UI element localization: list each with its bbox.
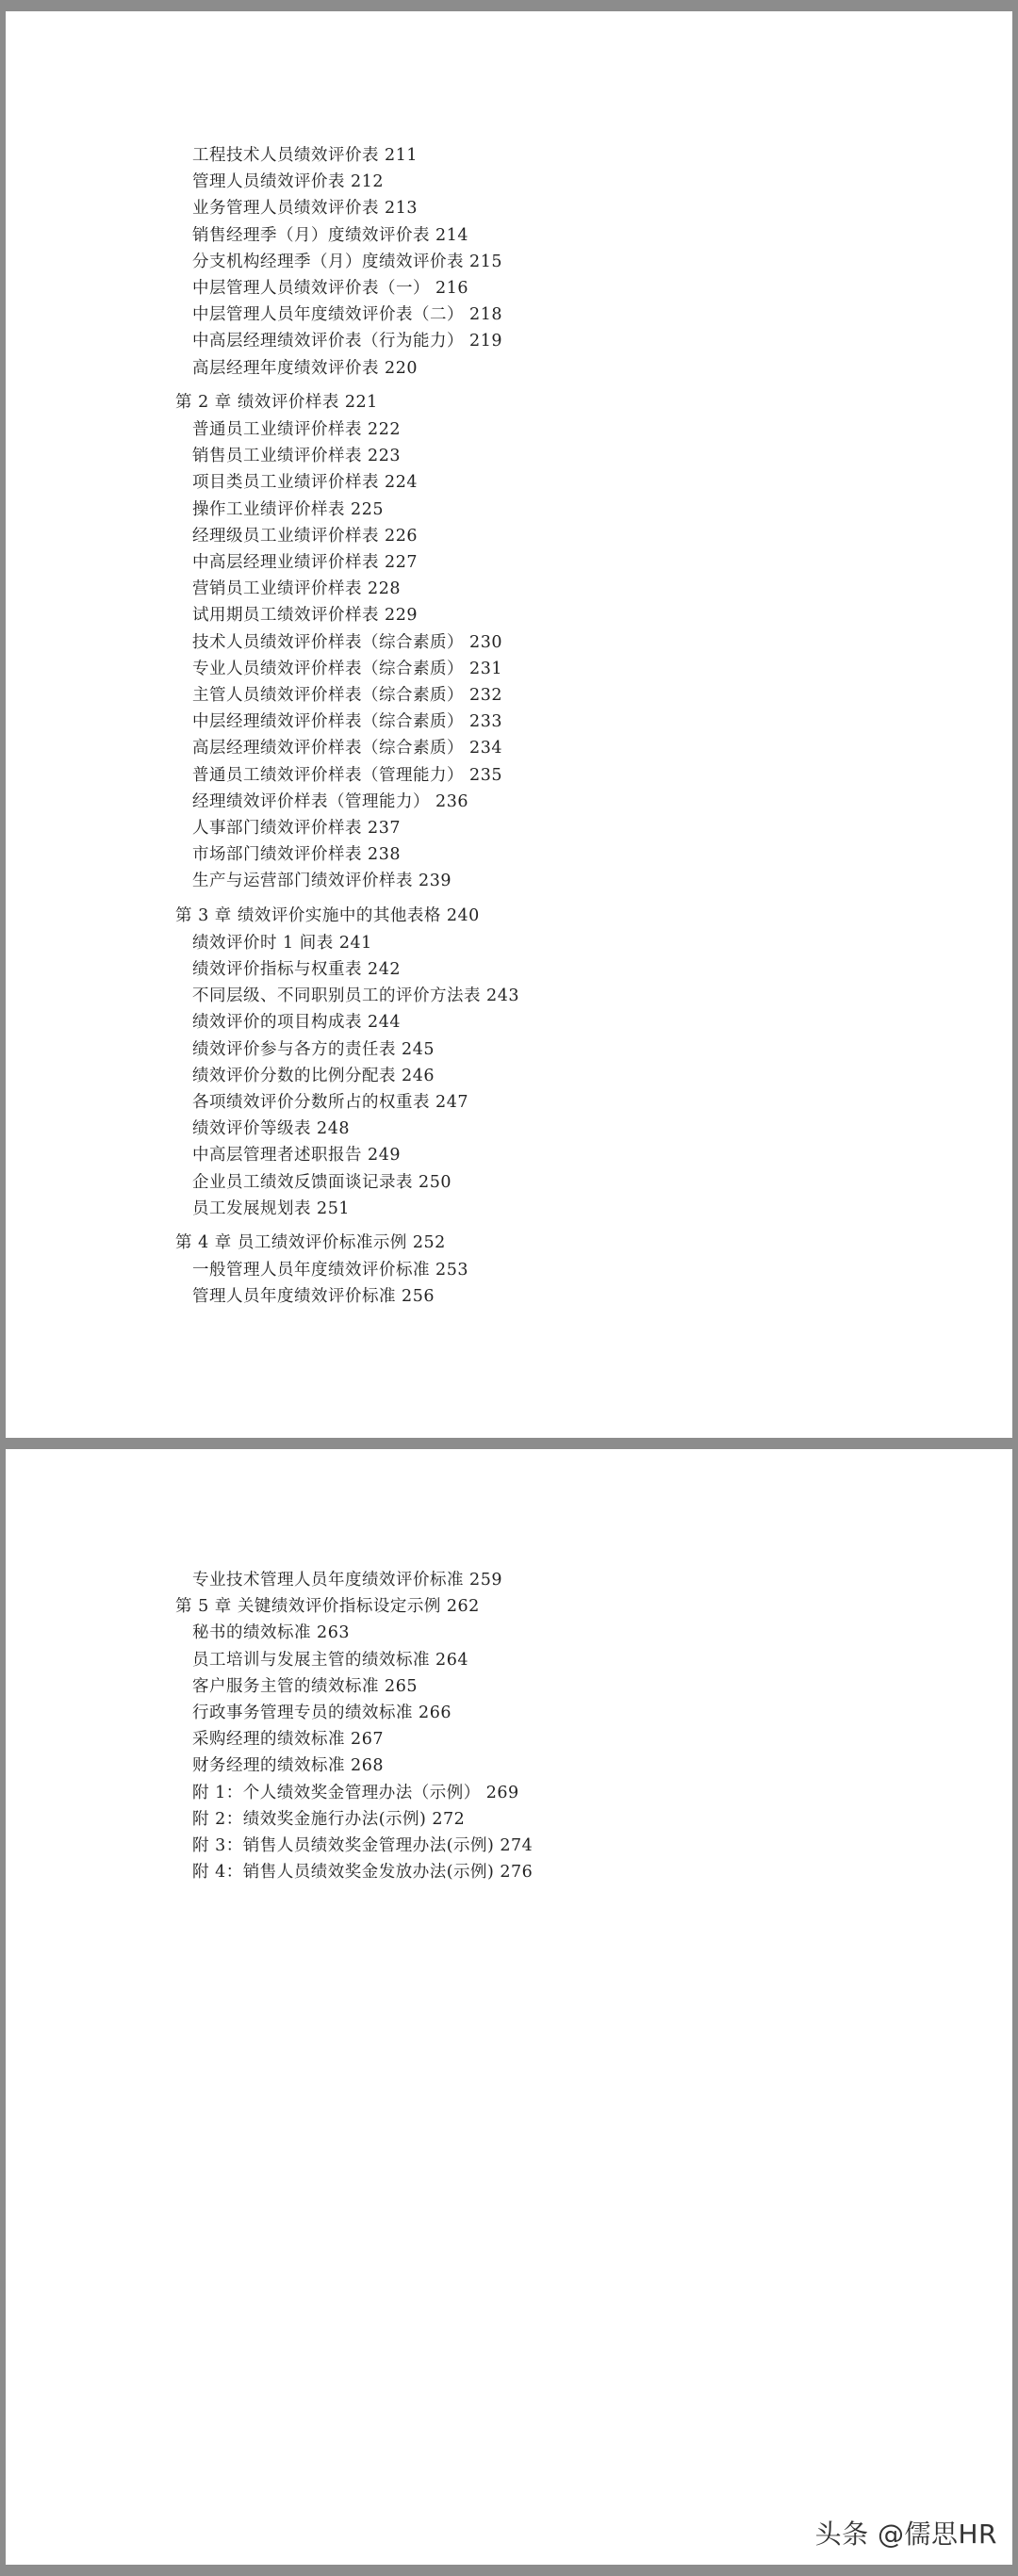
toc-entry: 专业人员绩效评价样表（综合素质） 231 [192,660,502,678]
toc-entry: 绩效评价的项目构成表 244 [192,1013,401,1032]
toc-chapter-heading: 第 3 章 绩效评价实施中的其他表格 240 [175,906,480,925]
toc-entry: 经理绩效评价样表（管理能力） 236 [192,792,468,811]
toc-entry: 采购经理的绩效标准 267 [192,1730,384,1749]
toc-entry: 业务管理人员绩效评价表 213 [192,199,418,218]
toc-entry: 中高层经理业绩评价样表 227 [192,553,418,572]
toc-entry: 绩效评价时 1 间表 241 [192,934,372,953]
toc-chapter-heading: 第 5 章 关键绩效评价指标设定示例 262 [175,1597,480,1616]
toc-entry: 财务经理的绩效标准 268 [192,1756,384,1775]
toc-entry: 绩效评价等级表 248 [192,1119,350,1138]
toc-chapter-heading: 第 2 章 绩效评价样表 221 [175,393,378,412]
toc-entry: 管理人员绩效评价表 212 [192,172,384,191]
toc-entry: 中层管理人员年度绩效评价表（二） 218 [192,305,502,324]
toc-entry: 附 2：绩效奖金施行办法(示例) 272 [192,1810,466,1829]
toc-entry: 分支机构经理季（月）度绩效评价表 215 [192,253,502,271]
toc-entry: 绩效评价指标与权重表 242 [192,960,401,979]
toc-entry: 工程技术人员绩效评价表 211 [192,146,418,165]
toc-entry: 附 1：个人绩效奖金管理办法（示例） 269 [192,1784,519,1802]
toc-entry: 销售员工业绩评价样表 223 [192,447,401,465]
document-page-2 [6,1449,1012,2565]
toc-entry: 经理级员工业绩评价样表 226 [192,527,418,546]
toc-entry: 员工发展规划表 251 [192,1199,350,1218]
toc-entry: 项目类员工业绩评价样表 224 [192,473,418,492]
toc-entry: 绩效评价参与各方的责任表 245 [192,1040,435,1059]
toc-entry: 不同层级、不同职别员工的评价方法表 243 [192,986,519,1005]
toc-entry: 高层经理年度绩效评价表 220 [192,359,418,378]
toc-entry: 技术人员绩效评价样表（综合素质） 230 [192,633,502,652]
toc-entry: 人事部门绩效评价样表 237 [192,819,401,838]
toc-entry: 主管人员绩效评价样表（综合素质） 232 [192,686,502,705]
toc-entry: 客户服务主管的绩效标准 265 [192,1677,418,1696]
toc-entry: 生产与运营部门绩效评价样表 239 [192,872,452,890]
toc-entry: 附 3：销售人员绩效奖金管理办法(示例) 274 [192,1836,534,1855]
document-page-1 [6,11,1012,1438]
toc-chapter-heading: 第 4 章 员工绩效评价标准示例 252 [175,1233,446,1252]
toc-entry: 绩效评价分数的比例分配表 246 [192,1067,435,1085]
toc-entry: 员工培训与发展主管的绩效标准 264 [192,1651,468,1670]
toc-entry: 企业员工绩效反馈面谈记录表 250 [192,1173,452,1192]
watermark: 头条 @儒思HR [814,2519,997,2550]
toc-entry: 专业技术管理人员年度绩效评价标准 259 [192,1571,502,1590]
toc-entry: 销售经理季（月）度绩效评价表 214 [192,226,468,245]
toc-entry: 中高层经理绩效评价表（行为能力） 219 [192,332,502,351]
toc-entry: 行政事务管理专员的绩效标准 266 [192,1704,452,1722]
toc-entry: 操作工业绩评价样表 225 [192,500,384,519]
toc-entry: 普通员工业绩评价样表 222 [192,420,401,439]
toc-entry: 各项绩效评价分数所占的权重表 247 [192,1093,468,1112]
toc-entry: 中高层管理者述职报告 249 [192,1146,401,1165]
toc-entry: 试用期员工绩效评价样表 229 [192,606,418,625]
toc-entry: 中层经理绩效评价样表（综合素质） 233 [192,712,502,731]
toc-entry: 高层经理绩效评价样表（综合素质） 234 [192,739,502,758]
toc-entry: 中层管理人员绩效评价表（一） 216 [192,279,468,298]
toc-entry: 附 4：销售人员绩效奖金发放办法(示例) 276 [192,1863,534,1882]
toc-entry: 秘书的绩效标准 263 [192,1623,350,1642]
toc-entry: 管理人员年度绩效评价标准 256 [192,1287,435,1306]
toc-entry: 市场部门绩效评价样表 238 [192,845,401,864]
toc-entry: 一般管理人员年度绩效评价标准 253 [192,1261,468,1280]
toc-entry: 普通员工绩效评价样表（管理能力） 235 [192,766,502,785]
toc-entry: 营销员工业绩评价样表 228 [192,579,401,598]
